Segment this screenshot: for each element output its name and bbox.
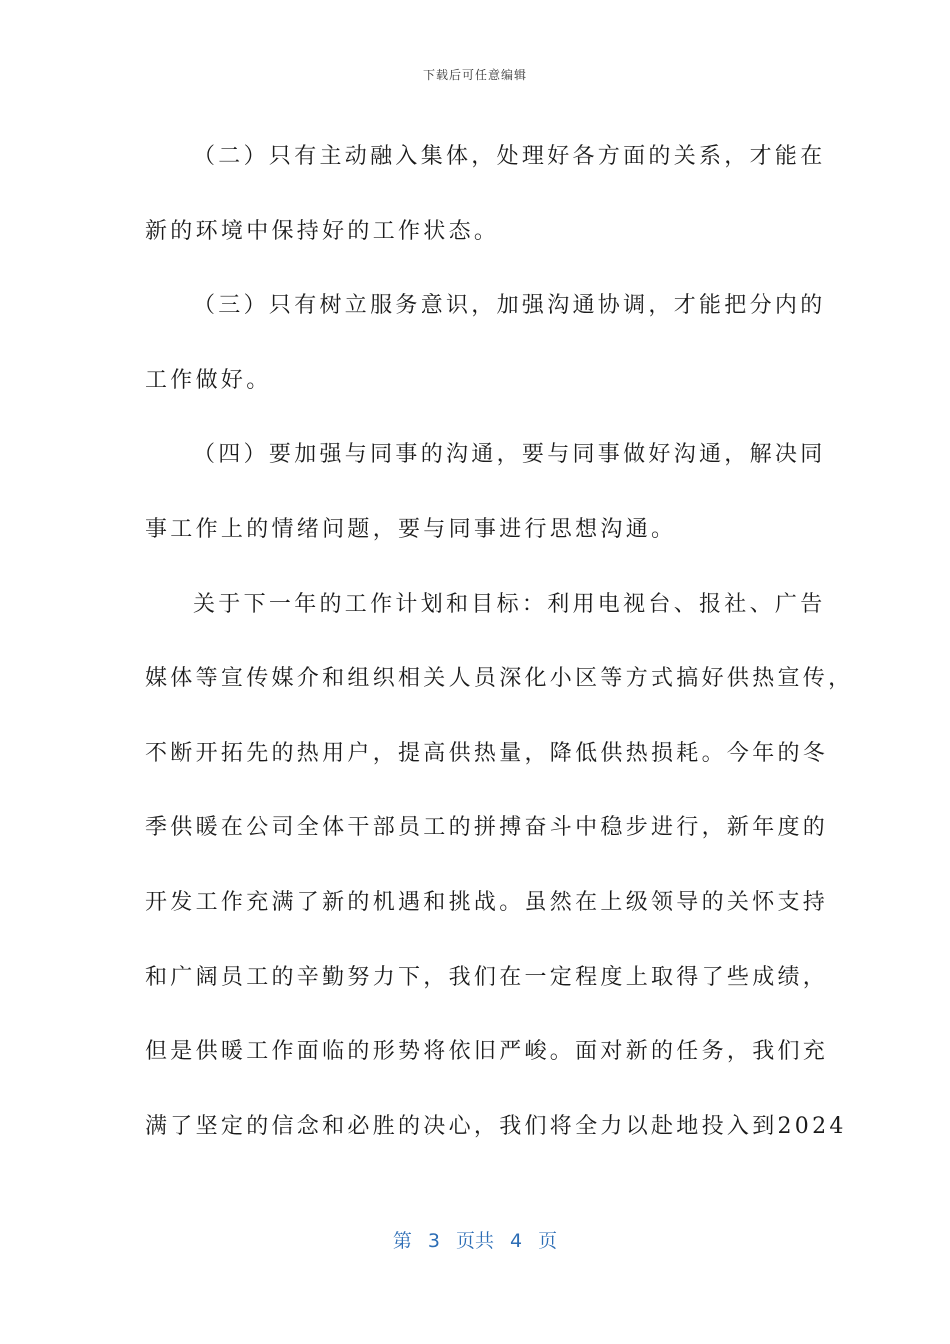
total-label: 页共 — [455, 1230, 494, 1252]
text-line: 新的环境中保持好的工作状态。 — [145, 218, 500, 244]
text-line: 开发工作充满了新的机遇和挑战。虽然在上级领导的关怀支持 — [145, 889, 829, 915]
text-line: 满了坚定的信念和必胜的决心，我们将全力以赴地投入到2024 — [145, 1113, 847, 1139]
page-header: 下载后可任意编辑 — [422, 68, 527, 82]
text-line: 事工作上的情绪问题，要与同事进行思想沟通。 — [145, 516, 677, 542]
page-end-label: 页 — [538, 1230, 558, 1252]
text-line: （二）只有主动融入集体，处理好各方面的关系，才能在 — [193, 144, 826, 169]
text-line: （三）只有树立服务意识，加强沟通协调，才能把分内的 — [193, 293, 826, 319]
total-pages-number: 4 — [510, 1230, 523, 1252]
text-line: （四）要加强与同事的沟通，要与同事做好沟通，解决同 — [193, 442, 826, 468]
text-line: 关于下一年的工作计划和目标：利用电视台、报社、广告 — [193, 591, 826, 617]
text-line: 媒体等宣传媒介和组织相关人员深化小区等方式搞好供热宣传， — [145, 666, 854, 692]
text-line: 季供暖在公司全体干部员工的拼搏奋斗中稳步进行，新年度的 — [145, 815, 829, 841]
text-line: 工作做好。 — [145, 367, 272, 393]
text-line: 不断开拓先的热用户，提高供热量，降低供热损耗。今年的冬 — [145, 740, 829, 766]
page-footer — [0, 1226, 950, 1253]
page-label: 第 — [392, 1230, 412, 1252]
text-line: 和广阔员工的辛勤努力下，我们在一定程度上取得了些成绩， — [145, 964, 829, 990]
document-body — [145, 120, 854, 1164]
current-page-number: 3 — [427, 1230, 440, 1252]
text-line: 但是供暖工作面临的形势将依旧严峻。面对新的任务，我们充 — [145, 1039, 829, 1065]
